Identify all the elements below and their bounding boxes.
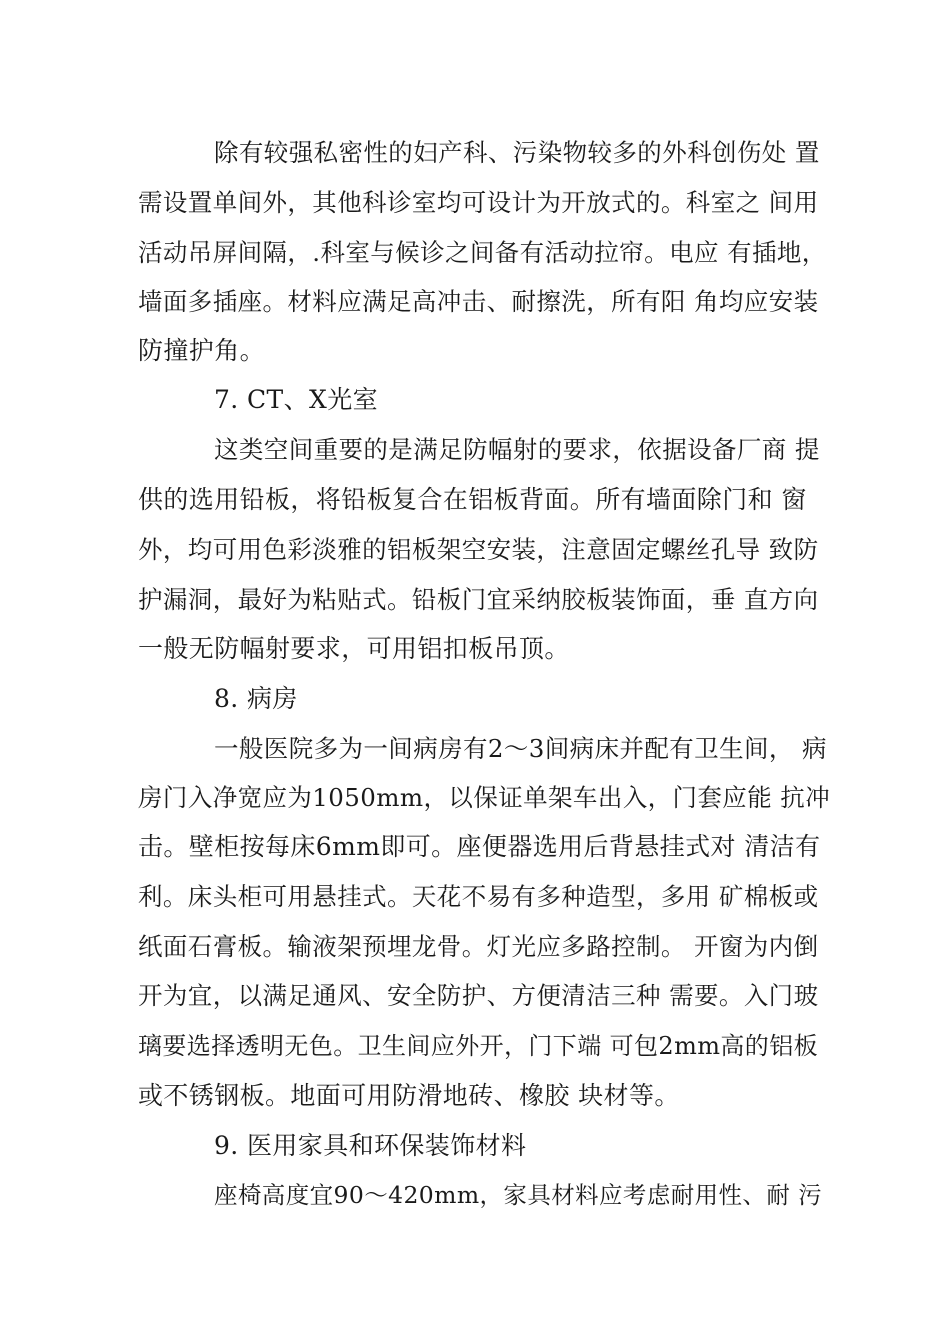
paragraph-line: 座椅高度宜90～420mm，家具材料应考虑耐用性、耐 污 xyxy=(214,1181,822,1209)
paragraph-line: 防撞护角。 xyxy=(138,336,266,365)
paragraph-line: 需设置单间外，其他科诊室均可设计为开放式的。科室之 间用 xyxy=(138,188,819,217)
paragraph-line: 或不锈钢板。地面可用防滑地砖、橡胶 块材等。 xyxy=(138,1081,680,1110)
paragraph-line: 一般无防幅射要求，可用铝扣板吊顶。 xyxy=(138,634,570,663)
paragraph-line: 利。床头柜可用悬挂式。天花不易有多种造型，多用 矿棉板或 xyxy=(138,882,819,911)
paragraph-line: 护漏洞，最好为粘贴式。铅板门宜采纳胶板装饰面，垂 直方向 xyxy=(138,585,819,614)
paragraph-line: 一般医院多为一间病房有2～3间病床并配有卫生间， 病 xyxy=(214,734,827,763)
paragraph-line: 供的选用铅板，将铅板复合在铝板背面。所有墙面除门和 窗 xyxy=(138,485,807,514)
paragraph-line: 璃要选择透明无色。卫生间应外开，门下端 可包2mm高的铝板 xyxy=(138,1032,819,1060)
paragraph-line: 开为宜，以满足通风、安全防护、方便清洁三种 需要。入门玻 xyxy=(138,981,819,1010)
section-heading: 9. 医用家具和环保装饰材料 xyxy=(214,1131,527,1160)
paragraph-line: 除有较强私密性的妇产科、污染物较多的外科创伤处 置 xyxy=(214,138,820,167)
paragraph-line: 这类空间重要的是满足防幅射的要求，依据设备厂商 提 xyxy=(214,435,820,464)
paragraph-line: 墙面多插座。材料应满足高冲击、耐擦洗，所有阳 角均应安装 xyxy=(138,287,819,316)
paragraph-line: 房门入净宽应为1050mm，以保证单架车出入，门套应能 抗冲 xyxy=(138,783,831,812)
paragraph-line: 击。壁柜按每床6mm即可。座便器选用后背悬挂式对 清洁有 xyxy=(138,832,821,861)
paragraph-line: 活动吊屏间隔，.科室与候诊之间备有活动拉帘。电应 有插地， xyxy=(138,238,827,267)
section-heading: 7. CT、X光室 xyxy=(214,385,379,414)
paragraph-line: 纸面石膏板。输液架预埋龙骨。灯光应多路控制。 开窗为内倒 xyxy=(138,932,819,961)
section-heading: 8. 病房 xyxy=(214,684,298,713)
paragraph-line: 外，均可用色彩淡雅的铝板架空安装，注意固定螺丝孔导 致防 xyxy=(138,535,819,564)
